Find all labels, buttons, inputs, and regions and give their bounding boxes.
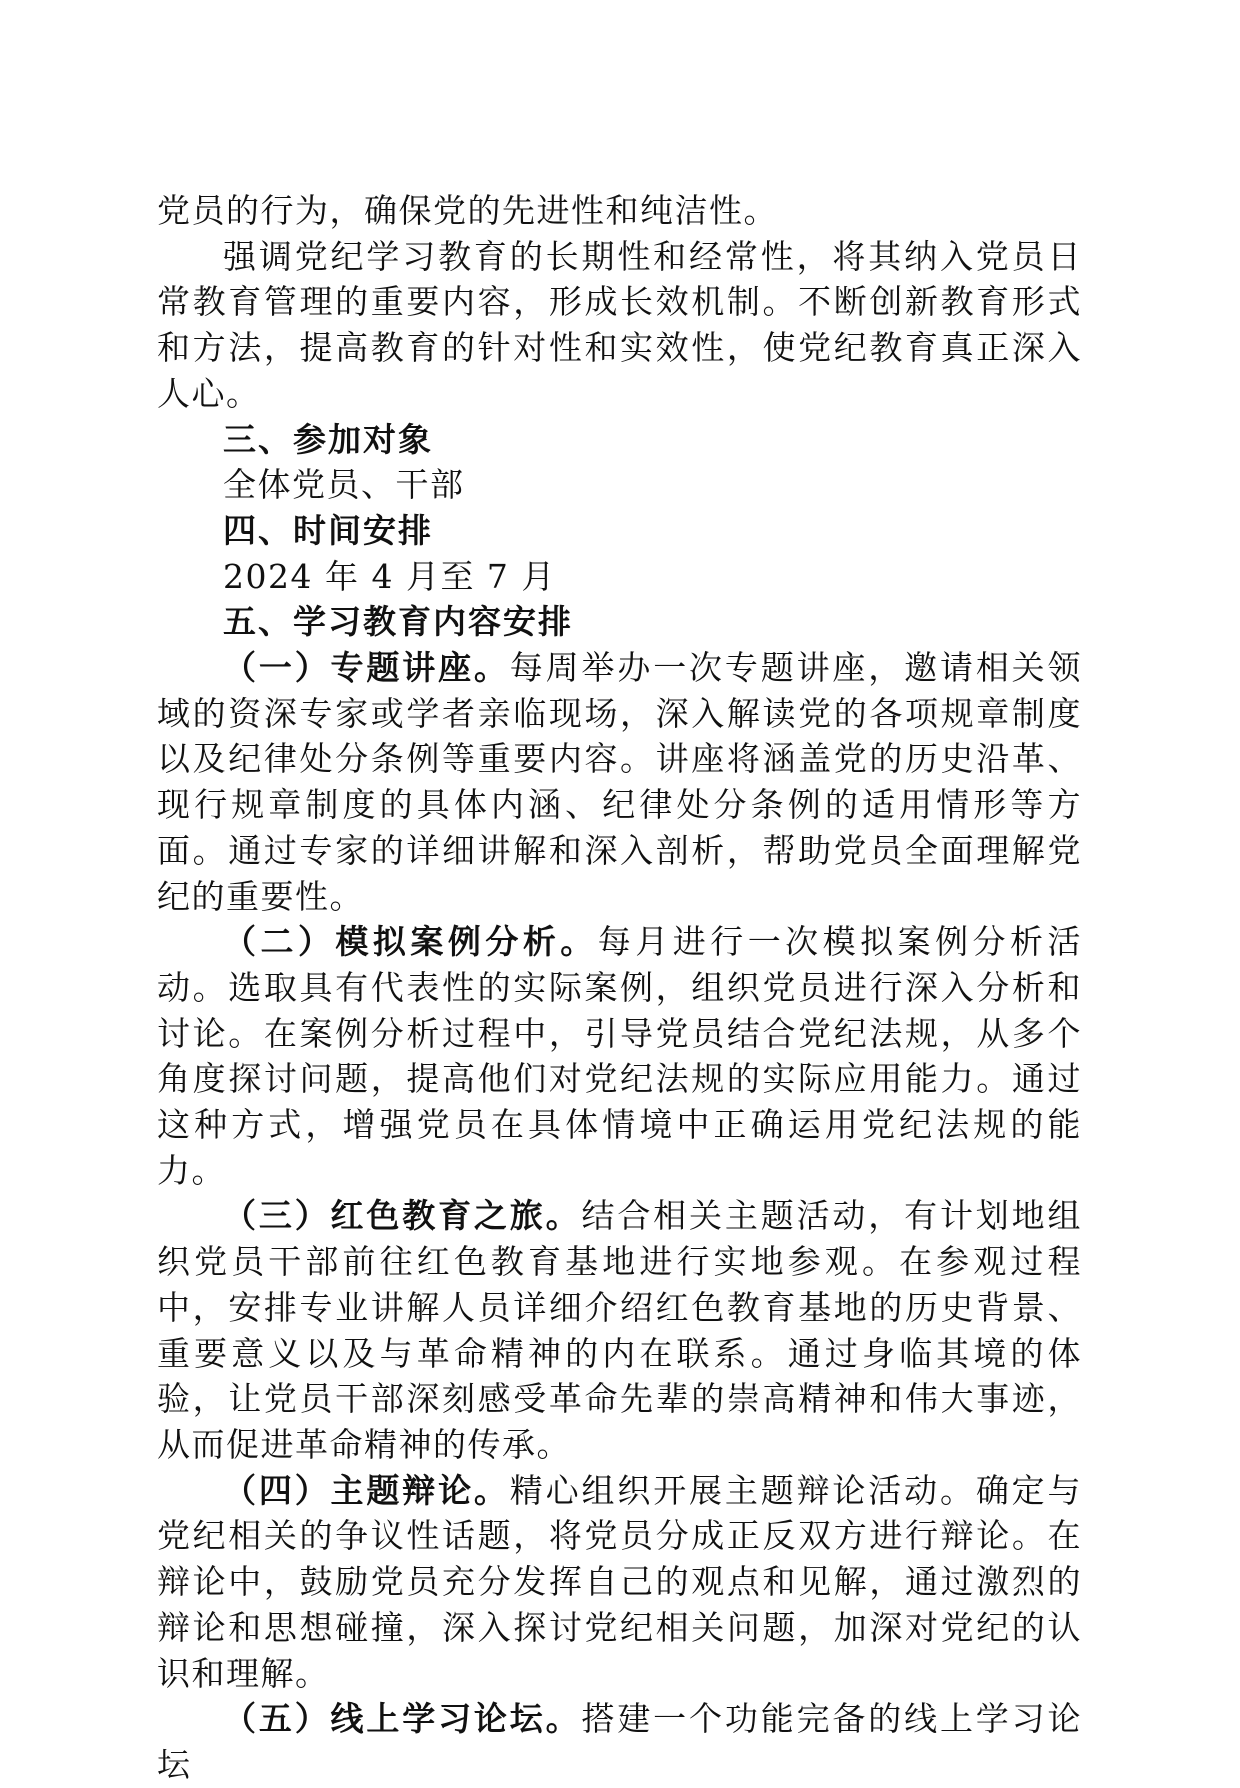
paragraph-continued: 党员的行为，确保党的先进性和纯洁性。: [157, 191, 778, 230]
item-body: 每周举办一次专题讲座，邀请相关领域的资深专家或学者亲临现场，深入解读党的各项规章制度以及纪律处分条例等重要内容。讲座将涵盖党的历史沿革、现行规章制度的具体内涵、纪律处分条例的适用情形等方面。通过专家的详细讲解和深入剖析，帮助党员全面理解党纪的重要性。: [157, 648, 1083, 916]
item-body: 每月进行一次模拟案例分析活动。选取具有代表性的实际案例，组织党员进行深入分析和讨论。在案例分析过程中，引导党员结合党纪法规，从多个角度探讨问题，提高他们对党纪法规的实际应用能力。通过这种方式，增强党员在具体情境中正确运用党纪法规的能力。: [157, 922, 1083, 1190]
item-body: 结合相关主题活动，有计划地组织党员干部前往红色教育基地进行实地参观。在参观过程中，安排专业讲解人员详细介绍红色教育基地的历史背景、重要意义以及与革命精神的内在联系。通过身临其境的体验，让党员干部深刻感受革命先辈的崇高精神和伟大事迹，从而促进革命精神的传承。: [157, 1196, 1083, 1464]
paragraph-long-term-mechanism: 强调党纪学习教育的长期性和经常性，将其纳入党员日常教育管理的重要内容，形成长效机制。不断创新教育形式和方法，提高教育的针对性和实效性，使党纪教育真正深入人心。: [157, 236, 1082, 413]
item-lead: （三）红色教育之旅。: [223, 1196, 582, 1236]
item-lead: （五）线上学习论坛。: [223, 1699, 582, 1739]
content-item-online-forum: [157, 1696, 1082, 1787]
content-item-debate: [157, 1468, 1082, 1697]
content-item-case-analysis: [157, 919, 1082, 1193]
section-heading-schedule: 四、时间安排: [223, 510, 433, 550]
item-lead: （一）专题讲座。: [223, 648, 510, 688]
content-item-red-education: [157, 1193, 1082, 1467]
section-heading-content: 五、学习教育内容安排: [223, 602, 573, 642]
section-heading-participants: 三、参加对象: [223, 419, 433, 459]
schedule-text: 2024 年 4 月至 7 月: [223, 556, 556, 596]
document-page: [157, 188, 1082, 1788]
item-body: 精心组织开展主题辩论活动。确定与党纪相关的争议性话题，将党员分成正反双方进行辩论。在辩论中，鼓励党员充分发挥自己的观点和见解，通过激烈的辩论和思想碰撞，深入探讨党纪相关问题，加深对党纪的认识和理解。: [157, 1470, 1083, 1693]
participants-text: 全体党员、干部: [223, 465, 465, 505]
item-lead: （二）模拟案例分析。: [223, 922, 598, 962]
content-item-lecture: [157, 645, 1082, 919]
item-body: 搭建一个功能完备的线上学习论坛: [157, 1699, 1083, 1784]
item-lead: （四）主题辩论。: [223, 1470, 510, 1510]
